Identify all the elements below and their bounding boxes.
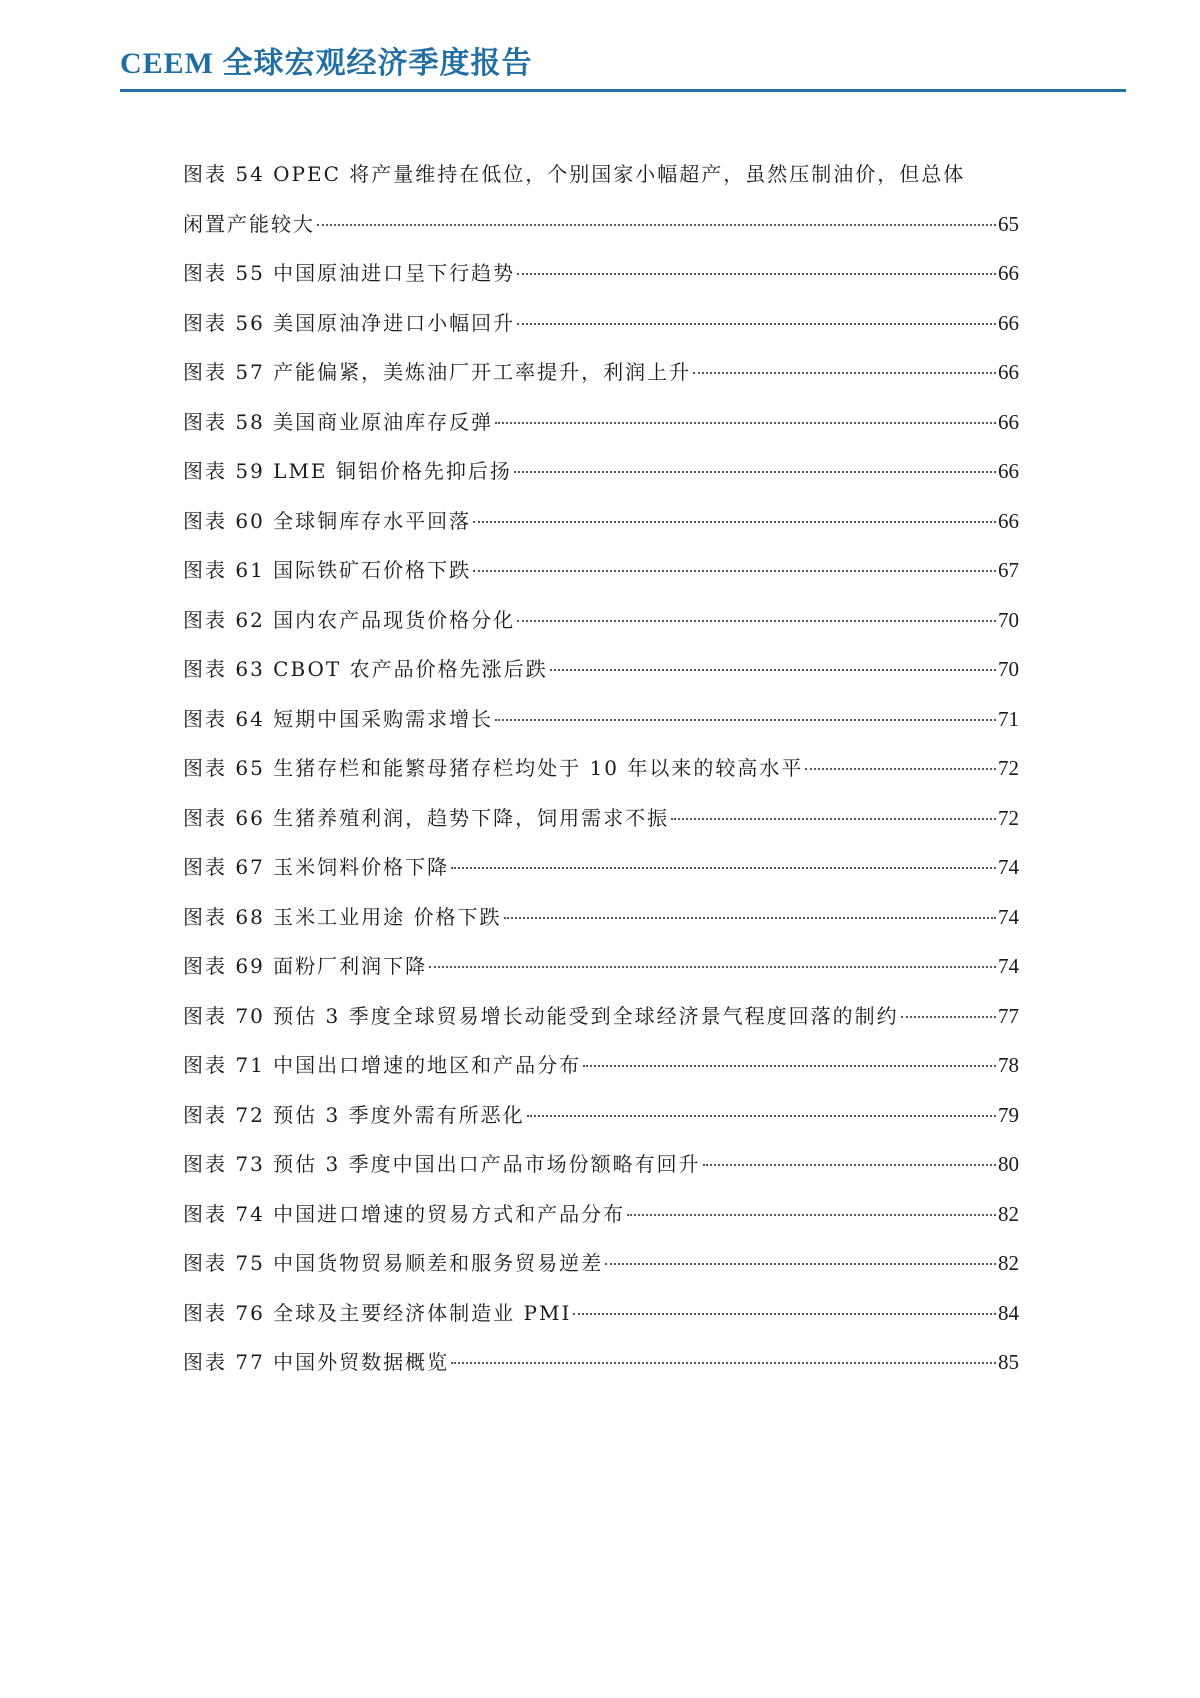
toc-entry-label: 图表 74 中国进口增速的贸易方式和产品分布 (183, 1201, 626, 1226)
toc-entry-73[interactable] (183, 1140, 1019, 1190)
toc-entry-page: 77 (998, 1003, 1019, 1028)
toc-entry-77[interactable] (183, 1338, 1019, 1388)
toc-entry-page: 71 (998, 706, 1019, 731)
toc-entry-page: 74 (998, 954, 1019, 978)
dot-leader (317, 224, 996, 226)
report-header (120, 44, 1126, 84)
toc-entry-label: 图表 71 中国出口增速的地区和产品分布 (183, 1053, 582, 1077)
toc-entry-page: 72 (998, 756, 1019, 780)
toc-entry-label: 图表 77 中国外贸数据概览 (183, 1350, 450, 1374)
toc-entry-75[interactable] (183, 1239, 1019, 1289)
toc-entry-55[interactable] (183, 249, 1019, 299)
dot-leader (627, 1214, 996, 1216)
dot-leader (527, 1115, 996, 1117)
toc-entry-label: 图表 57 产能偏紧，美炼油厂开工率提升，利润上升 (183, 360, 692, 384)
toc-entry-61[interactable] (183, 546, 1019, 596)
toc-entry-62[interactable] (183, 596, 1019, 646)
toc-entry-label: 图表 70 预估 3 季度全球贸易增长动能受到全球经济景气程度回落的制约 (183, 1003, 899, 1028)
toc-entry-page: 65 (998, 211, 1019, 236)
toc-entry-page: 80 (998, 1152, 1019, 1176)
header-divider (120, 89, 1126, 92)
toc-entry-70[interactable] (183, 992, 1019, 1042)
toc-entry-58[interactable] (183, 398, 1019, 448)
toc-entry-72[interactable] (183, 1091, 1019, 1141)
toc-entry-label: 图表 58 美国商业原油库存反弹 (183, 409, 494, 434)
toc-entry-page: 82 (998, 1251, 1019, 1275)
dot-leader (805, 768, 996, 770)
toc-entry-label: 图表 66 生猪养殖利润，趋势下降，饲用需求不振 (183, 805, 670, 830)
toc-entry-68[interactable] (183, 893, 1019, 943)
toc-entry-label: 图表 76 全球及主要经济体制造业 PMI (183, 1300, 572, 1325)
toc-entry-63[interactable] (183, 645, 1019, 695)
toc-entry-page: 66 (998, 261, 1019, 285)
dot-leader (451, 867, 996, 869)
toc-entry-65[interactable] (183, 744, 1019, 794)
toc-entry-page: 70 (998, 607, 1019, 632)
dot-leader (583, 1065, 996, 1067)
toc-entry-page: 66 (998, 459, 1019, 483)
toc-entry-page: 79 (998, 1102, 1019, 1127)
toc-entry-label: 图表 69 面粉厂利润下降 (183, 954, 428, 978)
dot-leader (901, 1016, 996, 1018)
toc-entry-60[interactable] (183, 497, 1019, 547)
figure-list (183, 150, 1019, 1388)
toc-entry-56[interactable] (183, 299, 1019, 349)
toc-entry-page: 66 (998, 360, 1019, 384)
dot-leader (495, 422, 996, 424)
toc-entry-label: 图表 60 全球铜库存水平回落 (183, 508, 472, 533)
toc-entry-page: 74 (998, 904, 1019, 929)
toc-entry-label: 图表 63 CBOT 农产品价格先涨后跌 (183, 657, 548, 681)
toc-entry-57[interactable] (183, 348, 1019, 398)
dot-leader (504, 917, 996, 919)
toc-entry-label: 图表 55 中国原油进口呈下行趋势 (183, 261, 516, 285)
toc-entry-66[interactable] (183, 794, 1019, 844)
dot-leader (495, 719, 996, 721)
toc-entry-page: 66 (998, 310, 1019, 335)
toc-entry-page: 72 (998, 805, 1019, 830)
toc-entry-label: 图表 68 玉米工业用途 价格下跌 (183, 904, 502, 929)
toc-entry-page: 66 (998, 409, 1019, 434)
toc-entry-label: 图表 56 美国原油净进口小幅回升 (183, 310, 516, 335)
toc-entry-54[interactable] (183, 200, 1019, 250)
dot-leader (550, 669, 996, 671)
toc-entry-page: 85 (998, 1350, 1019, 1374)
dot-leader (517, 620, 996, 622)
toc-entry-label: 图表 62 国内农产品现货价格分化 (183, 607, 516, 632)
toc-entry-label: 图表 67 玉米饲料价格下降 (183, 855, 450, 879)
report-title: CEEM 全球宏观经济季度报告 (120, 47, 533, 80)
dot-leader (429, 966, 996, 968)
dot-leader (517, 323, 996, 325)
toc-entry-label: 图表 64 短期中国采购需求增长 (183, 706, 494, 731)
toc-entry-label: 闲置产能较大 (183, 211, 315, 236)
dot-leader (671, 818, 996, 820)
toc-entry-page: 82 (998, 1201, 1019, 1226)
toc-entry-page: 78 (998, 1053, 1019, 1077)
toc-entry-label: 图表 73 预估 3 季度中国出口产品市场份额略有回升 (183, 1152, 701, 1176)
toc-entry-74[interactable] (183, 1190, 1019, 1240)
dot-leader (693, 372, 996, 374)
toc-entry-label: 图表 61 国际铁矿石价格下跌 (183, 558, 472, 582)
dot-leader (703, 1164, 996, 1166)
toc-entry-label: 图表 65 生猪存栏和能繁母猪存栏均处于 10 年以来的较高水平 (183, 756, 804, 780)
toc-entry-page: 67 (998, 558, 1019, 582)
dot-leader (473, 521, 996, 523)
toc-entry-label: 图表 72 预估 3 季度外需有所恶化 (183, 1102, 525, 1127)
toc-entry-page: 70 (998, 657, 1019, 681)
toc-entry-label: 图表 59 LME 铜铝价格先抑后扬 (183, 459, 512, 483)
toc-entry-label: 图表 75 中国货物贸易顺差和服务贸易逆差 (183, 1251, 604, 1275)
toc-entry-67[interactable] (183, 843, 1019, 893)
dot-leader (605, 1263, 996, 1265)
toc-entry-69[interactable] (183, 942, 1019, 992)
dot-leader (517, 273, 996, 275)
toc-entry-label: 图表 54 OPEC 将产量维持在低位，个别国家小幅超产，虽然压制油价，但总体 (183, 162, 966, 186)
toc-entry-64[interactable] (183, 695, 1019, 745)
dot-leader (473, 570, 996, 572)
toc-entry-page: 74 (998, 855, 1019, 879)
toc-entry-76[interactable] (183, 1289, 1019, 1339)
toc-entry-54-line1[interactable] (183, 150, 1019, 200)
dot-leader (451, 1362, 996, 1364)
toc-entry-59[interactable] (183, 447, 1019, 497)
dot-leader (514, 471, 996, 473)
dot-leader (573, 1313, 996, 1315)
toc-entry-page: 66 (998, 508, 1019, 533)
toc-entry-page: 84 (998, 1300, 1019, 1325)
toc-entry-71[interactable] (183, 1041, 1019, 1091)
